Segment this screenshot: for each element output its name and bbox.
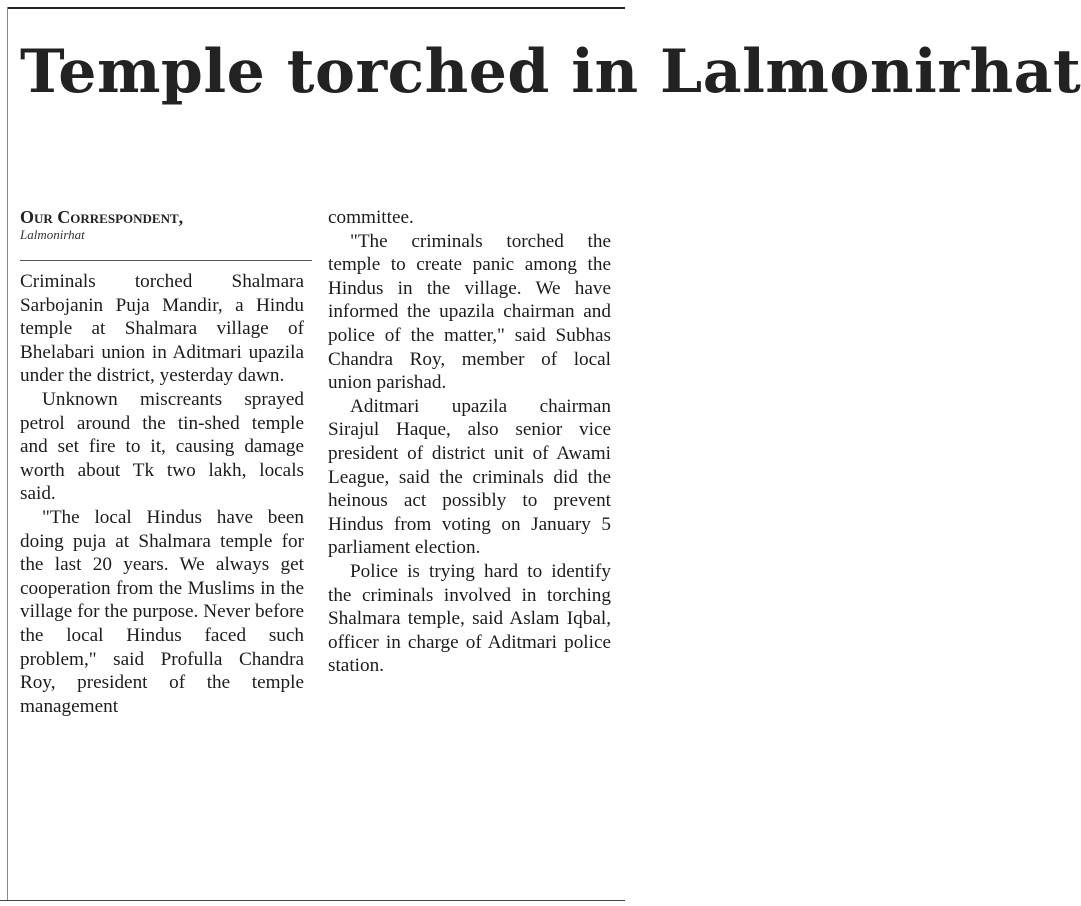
byline-correspondent: Our Correspondent, (20, 207, 184, 227)
byline-location: Lalmonirhat (20, 227, 85, 242)
article-paragraph: Police is trying hard to identify the criminals involved in torching Shalmara temple, said Aslam Iqbal, officer in charge of Aditmari police station. (328, 560, 611, 677)
article-paragraph: "The local Hindus have been doing puja at Shalmara temple for the last 20 years. We always get cooperation from the Muslims in the village for the purpose. Never before the local Hindus faced such problem," said Profulla Chandra Roy, president of the temple management (20, 506, 304, 717)
top-border-rule (8, 7, 625, 9)
bottom-border-rule (0, 900, 625, 901)
article-headline: Temple torched in Lalmonirhat (20, 37, 1081, 107)
article-column-left (20, 270, 304, 718)
article-paragraph: Criminals torched Shalmara Sarbojanin Puja Mandir, a Hindu temple at Shalmara village of Bhelabari union in Aditmari upazila under the district, yesterday dawn. (20, 271, 304, 387)
article-column-right (328, 206, 611, 678)
article-paragraph: "The criminals torched the temple to create panic among the Hindus in the village. We have informed the upazila chairman and police of the matter," said Subhas Chandra Roy, member of local union parishad. (328, 230, 611, 394)
article-paragraph: committee. (328, 207, 414, 228)
article-paragraph: Aditmari upazila chairman Sirajul Haque, also senior vice president of district unit of Awami League, said the criminals did the heinous act possibly to prevent Hindus from voting on January 5 parliament election. (328, 395, 611, 559)
byline (20, 207, 320, 242)
left-border-rule (7, 7, 8, 900)
byline-divider (20, 260, 312, 261)
article-paragraph: Unknown miscreants sprayed petrol around the tin-shed temple and set fire to it, causing damage worth about Tk two lakh, locals said. (20, 388, 304, 505)
